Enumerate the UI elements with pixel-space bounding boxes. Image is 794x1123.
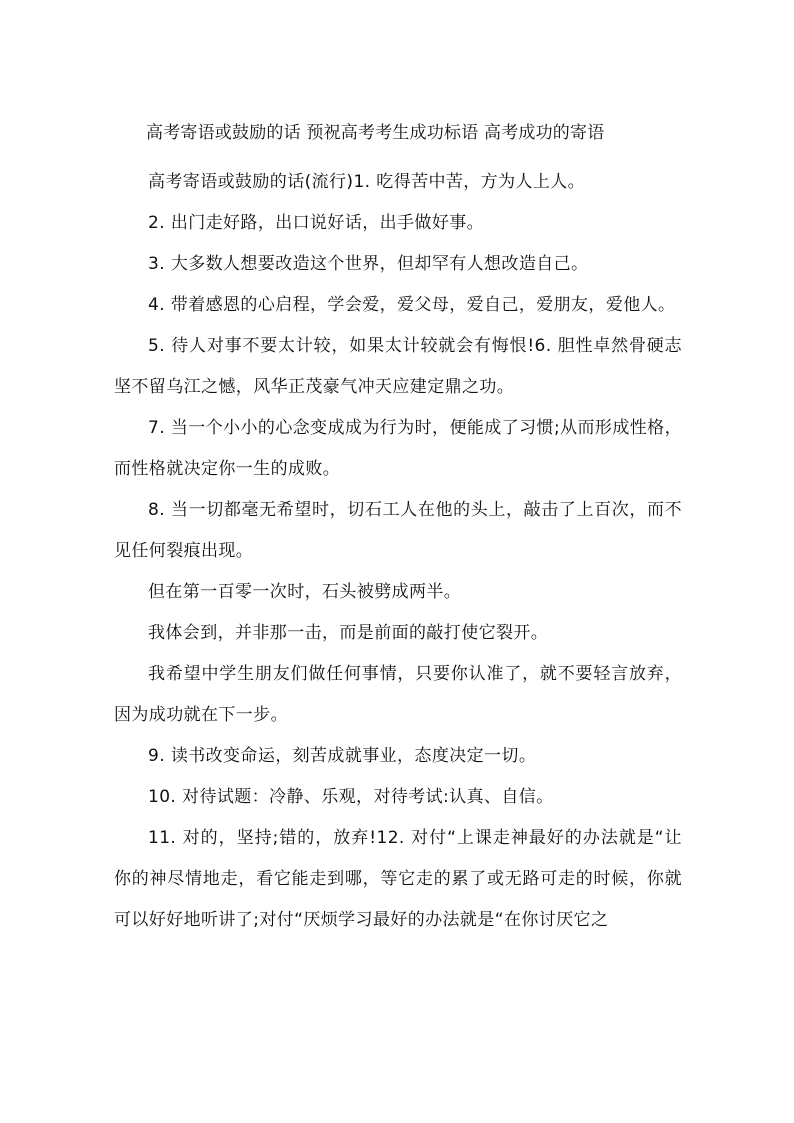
paragraph-8: 8. 当一切都毫无希望时，切石工人在他的头上，敲击了上百次，而不见任何裂痕出现。 (114, 500, 682, 561)
paragraph-7: 7. 当一个小小的心念变成成为行为时，便能成了习惯;从而形成性格，而性格就决定你一生的成败。 (114, 418, 682, 479)
paragraph-8-continued-2: 我体会到，并非那一击，而是前面的敲打使它裂开。 (148, 623, 549, 643)
paragraph-10: 10. 对待试题：冷静、乐观，对待考试:认真、自信。 (148, 787, 554, 807)
paragraph-intro-1: 高考寄语或鼓励的话(流行)1. 吃得苦中苦，方为人上人。 (148, 172, 586, 192)
paragraph-9: 9. 读书改变命运，刻苦成就事业，态度决定一切。 (148, 746, 537, 766)
paragraph-11-12: 11. 对的，坚持;错的，放弃!12. 对付“上课走神最好的办法就是“让你的神尽情地走，看它能走到哪，等它走的累了或无路可走的时候，你就可以好好地听讲了;对付“厌烦学习最好的办法就是“在你讨厌它之 (114, 828, 682, 930)
paragraph-3: 3. 大多数人想要改造这个世界，但却罕有人想改造自己。 (148, 254, 589, 274)
document-body (114, 162, 682, 941)
paragraph-4: 4. 带着感恩的心启程，学会爱，爱父母，爱自己，爱朋友，爱他人。 (148, 295, 676, 315)
document-title: 高考寄语或鼓励的话 预祝高考考生成功标语 高考成功的寄语 (146, 123, 605, 143)
paragraph-8-continued-3: 我希望中学生朋友们做任何事情，只要你认准了，就不要轻言放弃，因为成功就在下一步。 (114, 664, 682, 725)
paragraph-2: 2. 出门走好路，出口说好话，出手做好事。 (148, 213, 485, 233)
paragraph-5-6: 5. 待人对事不要太计较，如果太计较就会有悔恨!6. 胆性卓然骨硬志坚不留乌江之憾，风华正茂豪气冲天应建定鼎之功。 (114, 336, 682, 397)
paragraph-8-continued-1: 但在第一百零一次时，石头被劈成两半。 (148, 582, 462, 602)
